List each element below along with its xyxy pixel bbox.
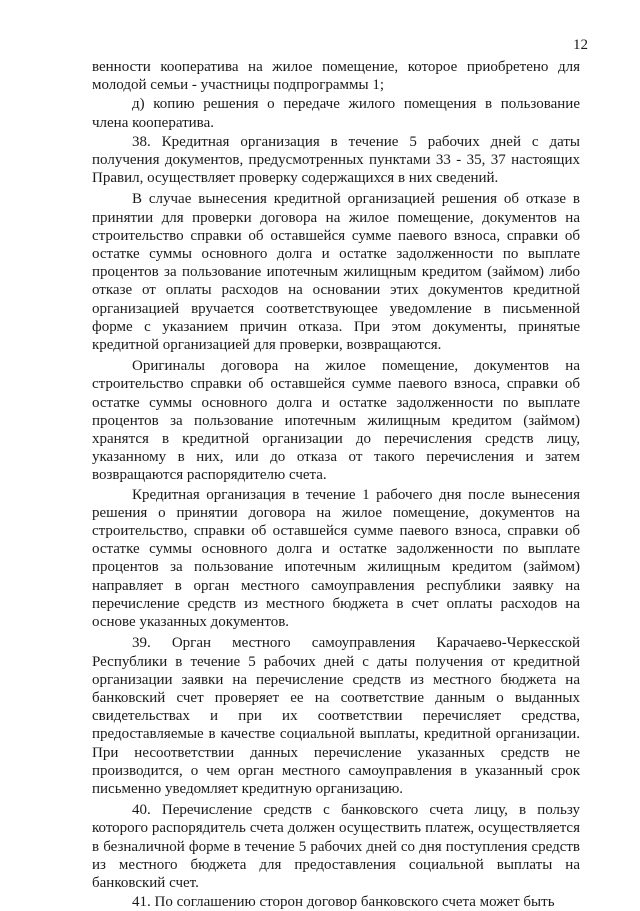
paragraph-41: 41. По соглашению сторон договор банковского счета может быть — [132, 894, 555, 911]
paragraph-refusal: В случае вынесения кредитной организацией решения об отказе в принятии для проверки договора на жилое помещение, документов на строительство справки об оставшейся сумме паевого взноса, справки об остатке суммы основного долга и остатке задолженности по выплате процентов за пользование ипотечным жилищным кредитом (займом) либо отказе от оплаты расходов на основании этих документов кредитной организацией вручается соответствующее уведомление в письменной форме с указанием причин отказа. При этом документы, принятые кредитной организацией для проверки, возвращаются. — [92, 191, 580, 354]
paragraph-originals: Оригиналы договора на жилое помещение, документов на строительство справки об оставшейся сумме паевого взноса, справки об остатке суммы основного долга и остатке задолженности по выплате процентов за пользование ипотечным жилищным кредитом (займом) хранятся в кредитной организации до перечисления средств лицу, указанному в них, или до отказа от такого перечисления и затем возвращаются распорядителю счета. — [92, 358, 580, 484]
paragraph-item-d: д) копию решения о передаче жилого помещения в пользование члена кооператива. — [92, 96, 580, 131]
paragraph-39: 39. Орган местного самоуправления Карачаево-Черкесской Республики в течение 5 рабочих дней с даты получения от кредитной организации заявки на перечисление средств из местного бюджета на банковский счет проверяет ее на соответствие данным о выданных свидетельствах и при их соответствии перечисляет средства, предоставляемые в качестве социальной выплаты, кредитной организации. При несоответствии данных перечисление указанных средств не производится, о чем орган местного самоуправления в указанный срок письменно уведомляет кредитную организацию. — [92, 635, 580, 797]
paragraph-40: 40. Перечисление средств с банковского счета лицу, в пользу которого распорядитель счета должен осуществить платеж, осуществляется в безналичной форме в течение 5 рабочих дней со дня поступления средств из местного бюджета для предоставления социальной выплаты на банковский счет. — [92, 802, 580, 891]
paragraph-continuation: венности кооператива на жилое помещение, которое приобретено для молодой семьи - участницы подпрограммы 1; — [92, 59, 580, 94]
paragraph-38: 38. Кредитная организация в течение 5 рабочих дней с даты получения документов, предусмотренных пунктами 33 - 35, 37 настоящих Правил, осуществляет проверку содержащихся в них сведений. — [92, 133, 580, 187]
paragraph-one-day: Кредитная организация в течение 1 рабочего дня после вынесения решения о принятии договора на жилое помещение, документов на строительство, справки об оставшейся сумме паевого взноса, справки об остатке суммы основного долга и остатке задолженности по выплате процентов за пользование ипотечным жилищным кредитом (займом) направляет в орган местного самоуправления республики заявку на перечисление средств из местного бюджета в счет оплаты расходов на основе указанных документов. — [92, 486, 580, 631]
page-number: 12 — [573, 37, 588, 53]
document-body — [92, 58, 580, 911]
